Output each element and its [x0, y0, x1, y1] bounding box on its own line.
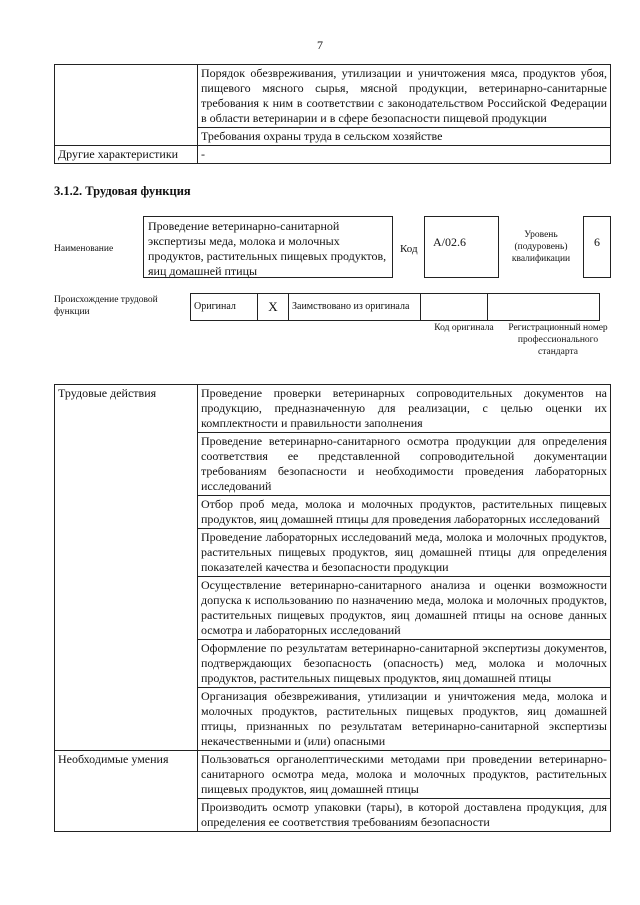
reg-number-cell: [488, 294, 600, 321]
list-item: Организация обезвреживания, утилизации и уничтожения меда, молока и молочных продуктов, растительных пищевых продуктов, яиц домашней птицы, признанных по результатам ветеринарно-санитарной экспертизы некачественными и (или) опасными: [198, 688, 611, 751]
requirements-table-continued: [54, 64, 611, 164]
list-item: Оформление по результатам ветеринарно-санитарной экспертизы документов, подтверждающих безопасность (опасность) мед, молока и молочных продуктов, растительных пищевых продуктов, яиц домашней птицы: [198, 640, 611, 688]
function-code-box: A/02.6: [424, 216, 499, 278]
list-item: Проведение ветеринарно-санитарного осмотра продукции для определения соответствия ее представленной сопроводительной документации требованиям безопасности и необходимости проведения лабораторных исследований: [198, 433, 611, 496]
list-item: Пользоваться органолептическими методами при проведении ветеринарно-санитарного осмотра меда, молока и молочных продуктов, растительных пищевых продуктов, яиц домашней птицы: [198, 751, 611, 799]
row-value: Порядок обезвреживания, утилизации и уничтожения мяса, продуктов убоя, пищевого мясного сырья, мясной продукции, ветеринарно-санитарные требования к ним в соответствии с законодательством Российской Федерации в области ветеринарии и в сфере безопасности пищевой продукции: [198, 65, 611, 128]
origin-label: Происхождение трудовой функции: [54, 295, 158, 317]
level-value-box: 6: [583, 216, 611, 278]
code-label: Код: [400, 243, 418, 255]
list-item: Проведение лабораторных исследований меда, молока и молочных продуктов, растительных пищевых продуктов, яиц домашней птицы для определения показателей качества и безопасности продукции: [198, 529, 611, 577]
name-label: Наименование: [54, 244, 114, 254]
row-value: -: [198, 146, 611, 164]
table-row: [55, 751, 611, 799]
borrowed-cell: Заимствовано из оригинала: [289, 294, 421, 321]
original-mark: X: [258, 294, 289, 321]
function-name-box: Проведение ветеринарно-санитарной экспертизы меда, молока и молочных продуктов, растительных пищевых продуктов, яиц домашней птицы: [143, 216, 393, 278]
table-row: [55, 385, 611, 433]
row-label: Другие характеристики: [55, 146, 198, 164]
row-label: [55, 65, 198, 146]
list-item: Проведение проверки ветеринарных сопроводительных документов на продукцию, предназначенную для реализации, с целью оценки их комплектности и правильности заполнения: [198, 385, 611, 433]
list-item: Отбор проб меда, молока и молочных продуктов, растительных пищевых продуктов, яиц домашней птицы для проведения лабораторных исследований: [198, 496, 611, 529]
section-label: Трудовые действия: [55, 385, 198, 751]
row-value: Требования охраны труда в сельском хозяйстве: [198, 128, 611, 146]
original-label: Оригинал: [194, 301, 236, 312]
origin-table: [190, 293, 600, 321]
list-item: Производить осмотр упаковки (тары), в которой доставлена продукция, для определения ее соответствия требованиям безопасности: [198, 799, 611, 832]
table-row: [55, 65, 611, 128]
list-item: Осуществление ветеринарно-санитарного анализа и оценки возможности допуска к использованию по назначению меда, молока и молочных продуктов, растительных пищевых продуктов, яиц домашней птицы на основе данных осмотра и лабораторных исследований: [198, 577, 611, 640]
section-heading: 3.1.2. Трудовая функция: [54, 184, 191, 198]
code-caption: Код оригинала: [434, 323, 494, 333]
original-cell: [191, 294, 258, 321]
section-label: Необходимые умения: [55, 751, 198, 832]
original-code-cell: [421, 294, 488, 321]
table-row: [55, 146, 611, 164]
level-label: Уровень (подуровень) квалификации: [511, 230, 571, 264]
page-number: 7: [317, 38, 323, 52]
reg-caption: Регистрационный номер профессионального стандарта: [508, 323, 608, 357]
labor-actions-table: [54, 384, 611, 832]
